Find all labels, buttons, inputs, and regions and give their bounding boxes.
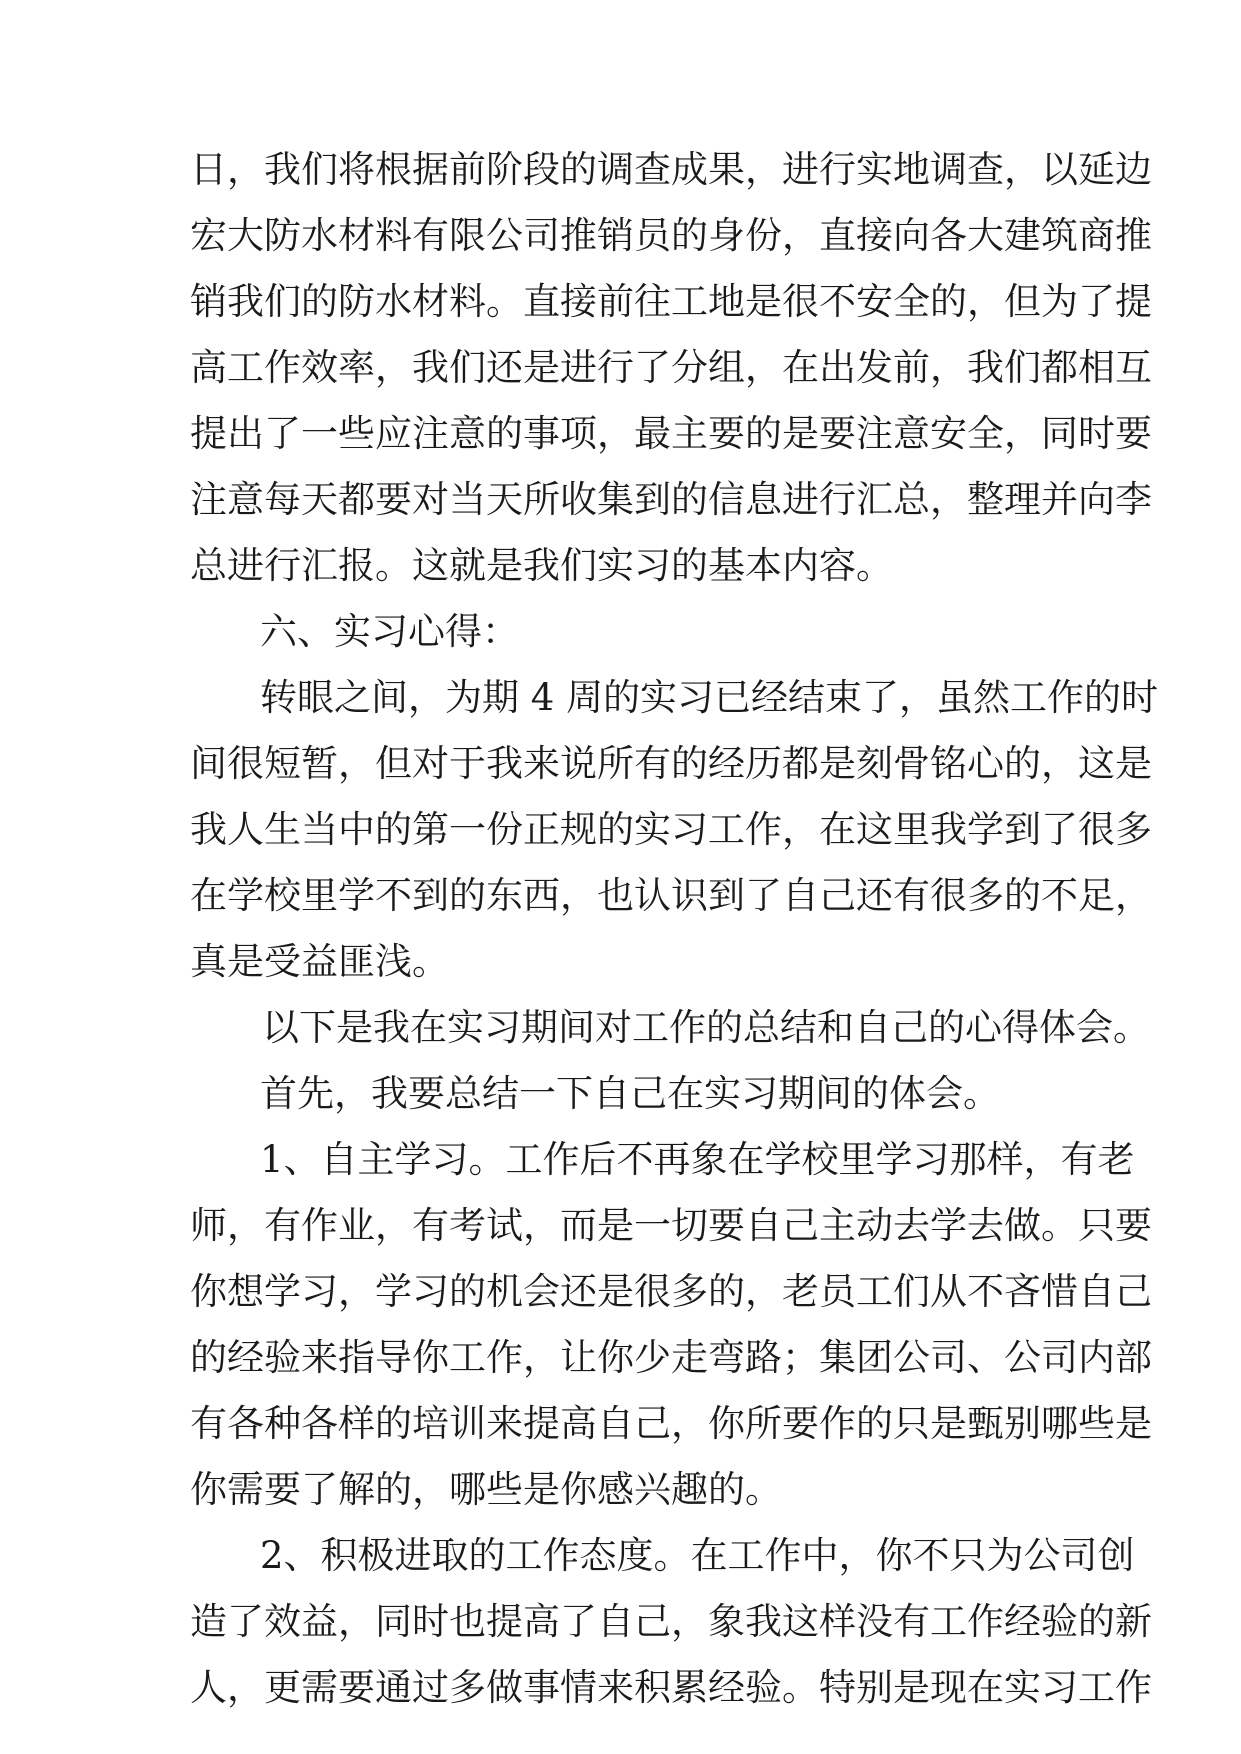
text-line-21: 你需要了解的，哪些是你感兴趣的。: [190, 1468, 782, 1511]
text-line-22: 2、积极进取的工作态度。在工作中，你不只为公司创: [260, 1534, 1135, 1577]
text-line-11: 我人生当中的第一份正规的实习工作，在这里我学到了很多: [190, 808, 1152, 851]
text-line-13: 真是受益匪浅。: [190, 940, 449, 983]
text-line-20: 有各种各样的培训来提高自己，你所要作的只是甄别哪些是: [190, 1402, 1152, 1445]
text-line-15: 首先，我要总结一下自己在实习期间的体会。: [260, 1072, 1000, 1115]
text-line-3: 销我们的防水材料。直接前往工地是很不安全的，但为了提: [190, 280, 1152, 323]
text-line-24: 人，更需要通过多做事情来积累经验。特别是现在实习工作: [190, 1666, 1152, 1709]
section-heading: 六、实习心得：: [260, 610, 519, 653]
text-line-18: 你想学习，学习的机会还是很多的，老员工们从不吝惜自己: [190, 1270, 1152, 1313]
text-line-6: 注意每天都要对当天所收集到的信息进行汇总，整理并向李: [190, 478, 1152, 521]
text-line-16: 1、自主学习。工作后不再象在学校里学习那样，有老: [260, 1138, 1135, 1181]
text-line-10: 间很短暂，但对于我来说所有的经历都是刻骨铭心的，这是: [190, 742, 1152, 785]
text-line-12: 在学校里学不到的东西，也认识到了自己还有很多的不足，: [190, 874, 1152, 917]
text-line-14: 以下是我在实习期间对工作的总结和自己的心得体会。: [262, 1006, 1150, 1049]
text-line-7: 总进行汇报。这就是我们实习的基本内容。: [190, 544, 893, 587]
text-line-9: 转眼之间，为期 4 周的实习已经结束了，虽然工作的时: [260, 676, 1159, 719]
text-line-17: 师，有作业，有考试，而是一切要自己主动去学去做。只要: [190, 1204, 1152, 1247]
text-line-1: 日，我们将根据前阶段的调查成果，进行实地调查，以延边: [190, 148, 1152, 191]
text-line-4: 高工作效率，我们还是进行了分组，在出发前，我们都相互: [190, 346, 1152, 389]
text-line-5: 提出了一些应注意的事项，最主要的是要注意安全，同时要: [190, 412, 1152, 455]
text-line-23: 造了效益，同时也提高了自己，象我这样没有工作经验的新: [190, 1600, 1152, 1643]
text-line-19: 的经验来指导你工作，让你少走弯路；集团公司、公司内部: [190, 1336, 1152, 1379]
text-line-2: 宏大防水材料有限公司推销员的身份，直接向各大建筑商推: [190, 214, 1152, 257]
